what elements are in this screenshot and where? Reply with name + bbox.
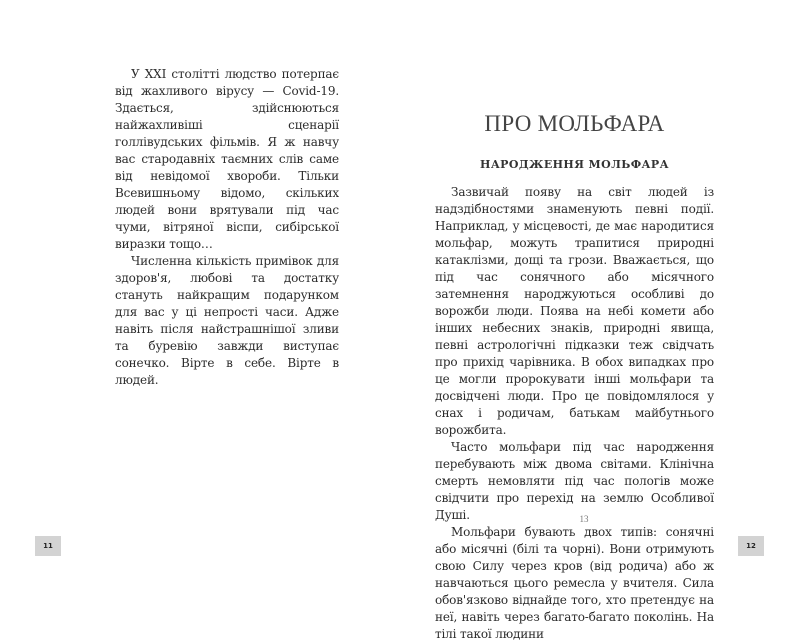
right-page <box>403 0 806 641</box>
paragraph: Численна кількість примівок для здоров'я, любові та достатку стануть найкращим подарунком для вас у ці непрості часи. Адже навіть після найстрашнішої зливи та буревію завжди виступає сонечко. Вірте в себе. Вірте в людей. <box>115 254 339 387</box>
page-number-badge-left[interactable]: 11 <box>35 536 61 556</box>
right-page-text <box>435 110 714 643</box>
section-subheading: НАРОДЖЕННЯ МОЛЬФАРА <box>480 158 669 171</box>
paragraph: Часто мольфари під час народження перебувають між двома світами. Клінічна смерть немовляти під час пологів може свідчити про перехід на землю Особливої Душі. <box>435 440 714 522</box>
paragraph: У XXI столітті людство потерпає від жахливого вірусу — Covid-19. Здається, здійснюються найжахливіші сценарії голлівудських фільмів. Я ж навчу вас стародавніх таємних слів саме від невідомої хвороби. Тільки Всевишньому відомо, скільких людей вони врятували під час чуми, вітряної віспи, сибірської виразки тощо… <box>115 67 339 251</box>
left-page-text <box>115 66 339 389</box>
printed-page-number: 13 <box>579 514 589 524</box>
page-number-badge-right[interactable]: 12 <box>738 536 764 556</box>
paragraph: Зазвичай появу на світ людей із надздібностями знаменують певні події. Наприклад, у місцевості, де має народитися мольфар, можуть трапитися природні катаклізми, дощі та грози. Вважається, що під час сонячного або місячного затемнення народжуються особливі до ворожби люди. Поява на небі комети або інших небесних знаків, природні явища, певні астрологічні підказки теж свідчать про прихід чарівника. В обох випадках про це могли пророкувати інші мольфари та досвідчені люди. Про це повідомлялося у снах і родичам, батькам майбутнього ворожбита. <box>435 185 714 437</box>
chapter-heading: ПРО МОЛЬФАРА <box>484 111 665 136</box>
paragraph: Мольфари бувають двох типів: сонячні або місячні (білі та чорні). Вони отримують свою Силу через кров (від родича) або ж навчаються цього ремесла у вчителя. Сила обов'язково віднайде того, хто претендує на неї, навіть через багато-багато поколінь. На тілі такої людини <box>435 525 714 641</box>
left-page <box>0 0 403 600</box>
